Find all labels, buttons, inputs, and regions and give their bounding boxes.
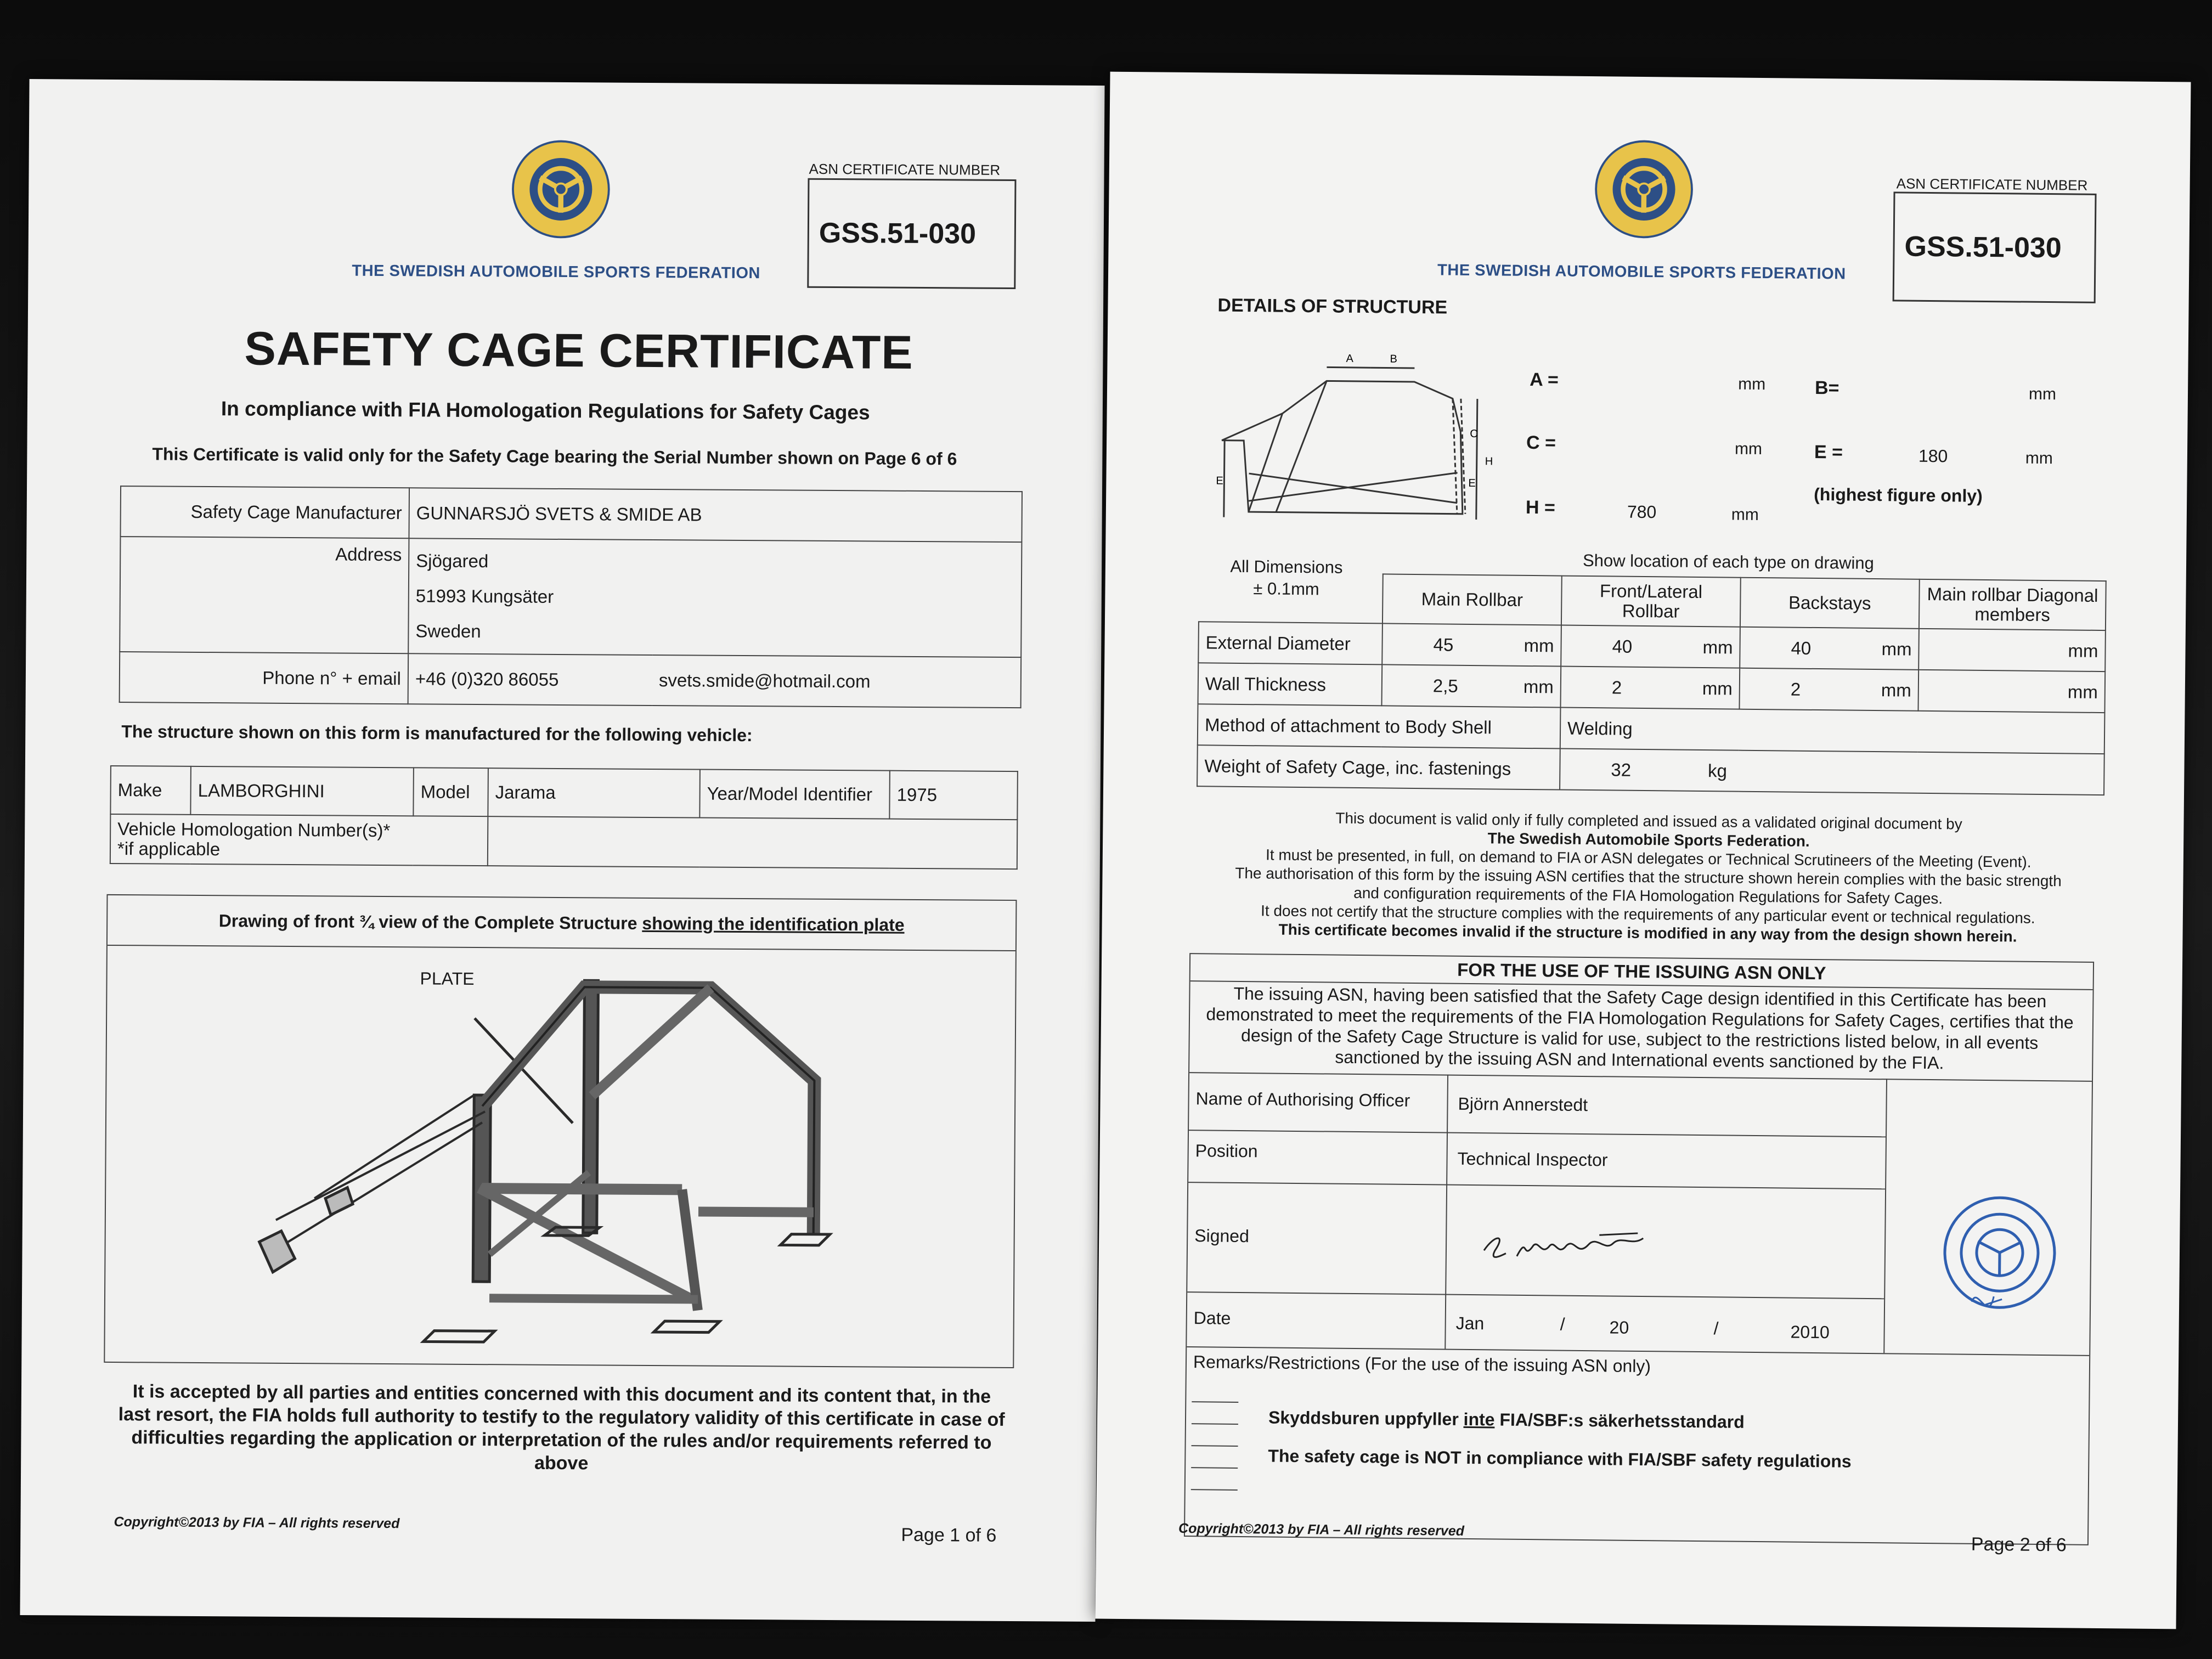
vehicle-heading: The structure shown on this form is manufactured for the following vehicle: <box>121 721 753 746</box>
date-separator: / <box>1560 1314 1565 1334</box>
cage-weight-unit: kg <box>1707 760 1728 781</box>
federation-logo-icon <box>1592 137 1697 242</box>
date-day: 20 <box>1609 1317 1629 1338</box>
dim-b-unit: mm <box>2028 385 2057 404</box>
safety-cage-drawing <box>105 945 1013 1364</box>
page-number: Page 2 of 6 <box>1971 1533 2067 1556</box>
federation-name: THE SWEDISH AUTOMOBILE SPORTS FEDERATION <box>352 262 761 283</box>
diagram-letter-c: C <box>1470 427 1478 441</box>
unit-label: mm <box>1523 635 1554 656</box>
table-cell <box>1560 667 1740 709</box>
drawing-box <box>104 894 1017 1368</box>
unit-label: mm <box>2068 640 2098 661</box>
remark-swedish-a: Skyddsburen uppfyller <box>1268 1407 1464 1429</box>
dim-h-unit: mm <box>1731 505 1759 524</box>
remarks-label: Remarks/Restrictions (For the use of the issuing ASN only) <box>1193 1352 1651 1376</box>
structure-dimension-diagram <box>1216 336 1508 537</box>
address-value <box>408 538 1022 657</box>
signed-label: Signed <box>1194 1226 1250 1246</box>
address-line: Sjögared <box>416 550 489 572</box>
make-value: LAMBORGHINI <box>190 766 414 816</box>
remark-checkbox-line <box>1192 1401 1238 1403</box>
year-value: 1975 <box>889 771 1018 820</box>
copyright-notice: Copyright©2013 by FIA – All rights reserved <box>114 1514 400 1532</box>
manufacturer-value: GUNNARSJÖ SVETS & SMIDE AB <box>409 488 1022 542</box>
validity-line: It must be presented, in full, on demand to FIA or ASN delegates or Technical Scrutineers of the Meeting (Event). <box>1265 846 2032 871</box>
officer-label: Name of Authorising Officer <box>1195 1088 1410 1110</box>
asn-number-label: ASN CERTIFICATE NUMBER <box>1896 175 2088 194</box>
drawing-caption-underlined: showing the identification plate <box>642 913 905 935</box>
unit-label: mm <box>1523 676 1554 697</box>
manufacturer-label: Safety Cage Manufacturer <box>120 486 409 538</box>
validity-statement <box>1189 808 2107 947</box>
dim-b-label: B= <box>1814 377 1839 399</box>
homologation-label-cell <box>110 814 488 866</box>
issuing-asn-section <box>1184 953 2094 1545</box>
certificate-page-1 <box>20 79 1104 1622</box>
drawing-caption-prefix: Drawing of front ¾ view of the Complete Structure <box>218 910 642 933</box>
officer-grid-label-col <box>1187 1072 1448 1349</box>
compliance-subtitle: In compliance with FIA Homologation Regulations for Safety Cages <box>221 397 870 424</box>
attachment-method-label: Method of attachment to Body Shell <box>1198 704 1561 748</box>
date-month: Jan <box>1455 1313 1485 1334</box>
cage-weight-value: 32 <box>1611 759 1632 780</box>
asn-number-label: ASN CERTIFICATE NUMBER <box>809 160 1001 178</box>
all-dimensions-label: All Dimensions <box>1230 556 1343 577</box>
validity-line: The authorisation of this form by the issuing ASN certifies that the structure shown herein complies with the basic strength <box>1235 864 2062 890</box>
details-heading: DETAILS OF STRUCTURE <box>1217 295 1448 318</box>
position-value: Technical Inspector <box>1457 1148 1608 1170</box>
external-diameter-main: 45 <box>1433 634 1454 655</box>
issuing-asn-statement: The issuing ASN, having been satisfied that the Safety Cage design identified in this Certificate has been demonstrated to meet the requirements of the FIA Homologation Regulations for Safety Cages, certifies that the design of the Safety Cage Structure is valid for use, subject to the restrictions listed below, in all events sanctioned by the issuing ASN and International events sanctioned by the FIA. <box>1206 983 2074 1073</box>
col-main-rollbar: Main Rollbar <box>1383 574 1562 625</box>
diagram-letter-e1: E <box>1216 475 1223 487</box>
dim-e-value: 180 <box>1918 445 1948 466</box>
show-location-note: Show location of each type on drawing <box>1582 550 1875 573</box>
validity-line: This document is valid only if fully completed and issued as a validated original document by <box>1335 809 1962 833</box>
validity-note: This Certificate is valid only for the Safety Cage bearing the Serial Number shown on Page 6 of 6 <box>152 444 957 469</box>
external-diameter-front: 40 <box>1612 635 1633 657</box>
validity-line: and configuration requirements of the FIA Homologation Regulations for Safety Cages. <box>1353 884 1943 907</box>
dim-a-unit: mm <box>1738 375 1766 394</box>
asn-stamp-icon <box>1933 1192 2066 1324</box>
col-backstays: Backstays <box>1740 578 1920 629</box>
dim-c-label: C = <box>1526 432 1556 454</box>
model-value: Jarama <box>488 768 700 817</box>
remark-swedish <box>1268 1407 1745 1432</box>
homologation-value <box>488 816 1018 869</box>
email-value: svets.smide@hotmail.com <box>652 655 1022 708</box>
diagram-letter-h: H <box>1485 455 1493 468</box>
col-front-lateral-rollbar: Front/Lateral Rollbar <box>1561 576 1741 627</box>
make-label: Make <box>110 766 191 815</box>
manufacturer-table <box>119 486 1023 708</box>
dim-a-label: A = <box>1530 369 1559 391</box>
asn-number: GSS.51-030 <box>819 217 977 250</box>
remark-swedish-underlined: inte <box>1463 1409 1495 1430</box>
vehicle-table <box>110 765 1018 870</box>
date-year: 2010 <box>1790 1322 1830 1342</box>
remark-checkbox-line <box>1192 1445 1238 1447</box>
unit-label: mm <box>1881 679 1912 701</box>
table-cell <box>1560 749 2104 795</box>
address-label: Address <box>120 537 409 653</box>
validity-line: This certificate becomes invalid if the structure is modified in any way from the design shown herein. <box>1278 921 2017 945</box>
date-separator: / <box>1713 1318 1719 1339</box>
diagram-letter-b: B <box>1390 353 1398 365</box>
validity-line: It does not certify that the structure complies with the requirements of any particular event or technical regulations. <box>1260 902 2035 927</box>
remark-checkbox-line <box>1192 1423 1238 1425</box>
certificate-page-2 <box>1096 72 2191 1629</box>
highest-figure-note: (highest figure only) <box>1814 484 1983 506</box>
address-line: 51993 Kungsäter <box>415 585 554 607</box>
tube-dimensions-table <box>1197 572 2107 795</box>
page-number: Page 1 of 6 <box>901 1524 997 1546</box>
drawing-caption <box>108 895 1016 951</box>
federation-name: THE SWEDISH AUTOMOBILE SPORTS FEDERATION <box>1437 261 1846 283</box>
external-diameter-label: External Diameter <box>1198 622 1383 664</box>
federation-logo-icon <box>509 137 613 241</box>
remark-swedish-b: FIA/SBF:s säkerhetsstandard <box>1494 1409 1745 1432</box>
tolerance-label: ± 0.1mm <box>1253 579 1319 599</box>
wall-thickness-front: 2 <box>1611 676 1622 698</box>
attachment-method-value: Welding <box>1560 708 2105 754</box>
table-cell <box>1918 670 2105 713</box>
table-blank-corner <box>1199 572 1383 623</box>
remark-english: The safety cage is NOT in compliance with FIA/SBF safety regulations <box>1268 1446 1852 1471</box>
col-diagonal-members: Main rollbar Diagonal members <box>1919 579 2106 630</box>
acceptance-text: It is accepted by all parties and entities concerned with this document and its content that, in the last resort, the FIA holds full authority to testify to the regulatory validity of this certificate in case of difficulties regarding the application or interpretation of the rules and/or requirements referred to above <box>118 1381 1005 1474</box>
dim-h-label: H = <box>1525 496 1556 518</box>
phone-value: +46 (0)320 86055 <box>408 653 653 706</box>
dim-c-unit: mm <box>1734 439 1763 459</box>
dim-h-value: 780 <box>1627 501 1657 522</box>
plate-label: PLATE <box>420 968 475 989</box>
asn-number: GSS.51-030 <box>1904 230 2062 264</box>
table-cell <box>1739 668 1918 711</box>
copyright-notice: Copyright©2013 by FIA – All rights reserved <box>1178 1520 1465 1539</box>
signature-icon <box>1473 1212 1671 1279</box>
diagram-letter-e2: E <box>1468 477 1476 490</box>
validity-line: The Swedish Automobile Sports Federation. <box>1487 830 1810 850</box>
unit-label: mm <box>1702 678 1733 699</box>
officer-grid <box>1187 1072 1887 1353</box>
year-label: Year/Model Identifier <box>699 770 890 819</box>
unit-label: mm <box>2067 681 2098 702</box>
diagram-letter-a: A <box>1346 352 1354 365</box>
asn-number-box <box>1893 191 2097 303</box>
position-label: Position <box>1195 1141 1258 1161</box>
table-cell <box>1740 627 1919 670</box>
table-cell <box>1382 664 1561 707</box>
homologation-label: Vehicle Homologation Number(s)* <box>117 819 391 841</box>
cage-weight-label: Weight of Safety Cage, inc. fastenings <box>1197 745 1560 789</box>
unit-label: mm <box>1881 638 1912 659</box>
asn-number-box <box>807 178 1016 289</box>
external-diameter-backstays: 40 <box>1791 637 1812 658</box>
unit-label: mm <box>1702 636 1733 658</box>
table-cell <box>1382 623 1561 666</box>
remark-checkbox-line <box>1191 1489 1238 1491</box>
dim-e-label: E = <box>1814 441 1843 463</box>
issuing-asn-heading: FOR THE USE OF THE ISSUING ASN ONLY <box>1190 954 2093 990</box>
date-label: Date <box>1193 1308 1231 1328</box>
page-title: SAFETY CAGE CERTIFICATE <box>244 322 913 379</box>
remark-checkbox-line <box>1191 1467 1238 1469</box>
table-cell <box>1918 629 2106 672</box>
table-cell <box>1561 625 1740 668</box>
wall-thickness-label: Wall Thickness <box>1198 663 1383 706</box>
homologation-note: *if applicable <box>117 838 221 860</box>
model-label: Model <box>413 768 488 816</box>
wall-thickness-backstays: 2 <box>1790 679 1801 699</box>
phone-label: Phone n° + email <box>120 652 409 704</box>
address-line: Sweden <box>415 620 481 642</box>
officer-name: Björn Annerstedt <box>1458 1093 1588 1115</box>
dim-e-unit: mm <box>2025 449 2053 468</box>
wall-thickness-main: 2,5 <box>1432 675 1458 696</box>
